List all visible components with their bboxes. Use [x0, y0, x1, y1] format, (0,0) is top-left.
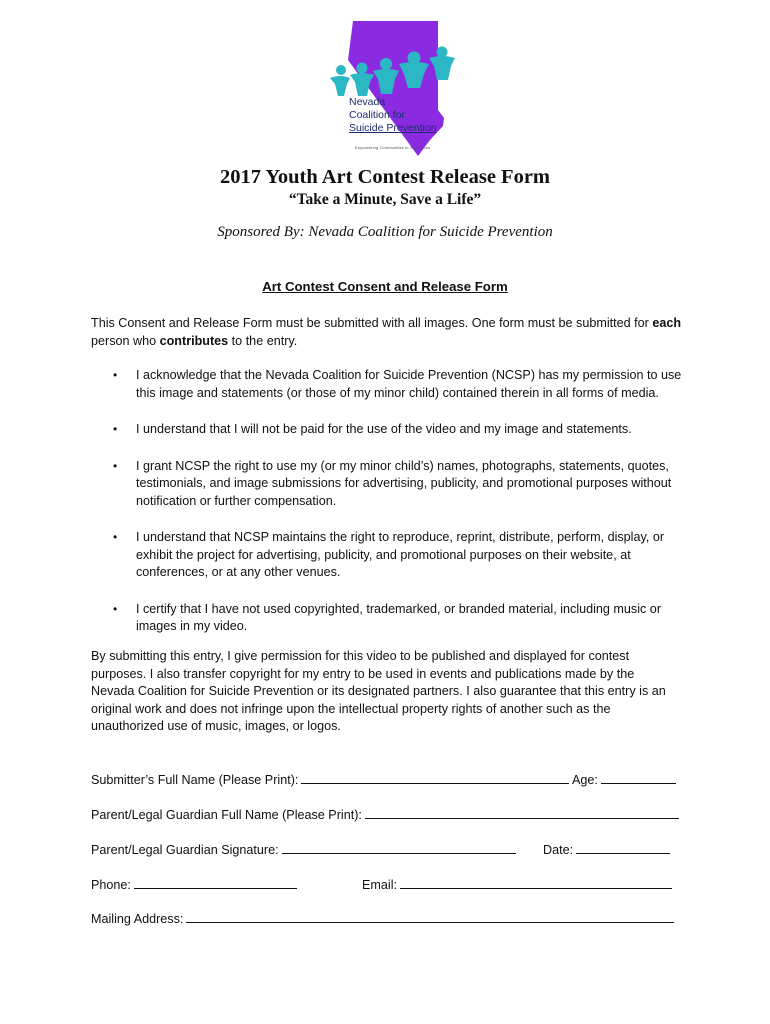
sponsor-line: Sponsored By: Nevada Coalition for Suicide Prevention [217, 224, 553, 240]
age-field[interactable] [572, 770, 676, 787]
contact-row [91, 875, 681, 893]
guardian-name-input[interactable] [365, 805, 679, 819]
phone-input[interactable] [134, 875, 297, 889]
bullet-icon: • [113, 530, 118, 544]
intro-emphasis: contributes [159, 333, 229, 348]
list-item-text: I certify that I have not used copyrighted, trademarked, or branded material, including music or images in my video. [136, 601, 662, 633]
guardian-signature-input[interactable] [282, 840, 516, 854]
intro-text: to the entry. [228, 333, 298, 348]
guardian-name-field[interactable] [91, 805, 679, 822]
intro-text: person who [91, 333, 160, 348]
email-input[interactable] [400, 875, 672, 889]
list-item-text: I grant NCSP the right to use my (or my minor child’s) names, photographs, statements, quotes, testimonials, and image submissions for advertising, publicity, and promotional purposes without notification or further compensation. [136, 458, 672, 508]
mailing-address-input[interactable] [186, 909, 674, 923]
closing-paragraph: By submitting this entry, I give permission for this video to be published and displayed for contest purposes. I also transfer copyright for my entry to be used in events and publications made by the Nevada Coalition for Suicide Prevention or its designated partners. I also guarantee that this entry is an original work and does not infringe upon the intellectual property rights of another such as the unauthorized use of music, images, or logos. [91, 649, 666, 733]
field-label: Age: [572, 773, 598, 787]
list-item-text: I understand that I will not be paid for the use of the video and my image and statements. [136, 422, 632, 436]
field-label: Email: [362, 878, 397, 892]
section-title: Art Contest Consent and Release Form [262, 279, 508, 294]
logo-tagline: Empowering Communities to Save Lives [355, 145, 431, 150]
page-title: 2017 Youth Art Contest Release Form [219, 166, 551, 188]
phone-field[interactable] [91, 875, 297, 892]
logo-line: Suicide Prevention [349, 122, 437, 134]
date-field[interactable] [543, 840, 670, 857]
logo-line: Coalition for [349, 109, 406, 121]
intro-paragraph [91, 315, 691, 350]
mailing-address-field[interactable] [91, 909, 674, 926]
date-input[interactable] [576, 840, 670, 854]
bullet-icon: • [113, 601, 118, 616]
consent-list [91, 367, 691, 655]
guardian-name-row [91, 805, 681, 823]
field-label: Parent/Legal Guardian Signature: [91, 843, 279, 857]
page-subtitle: “Take a Minute, Save a Life” [288, 191, 482, 208]
guardian-signature-field[interactable] [91, 840, 516, 857]
field-label: Mailing Address: [91, 912, 184, 926]
list-item [91, 421, 691, 439]
field-label: Date: [543, 843, 574, 857]
list-item-text: I understand that NCSP maintains the right to reproduce, reprint, distribute, perform, display, or exhibit the project for advertising, publicity, and promotional purposes on their website, at conferences, or at any other venues. [136, 530, 665, 579]
list-item [91, 601, 691, 636]
signature-row [91, 840, 681, 858]
ncsp-logo [320, 18, 470, 158]
list-item-text: I acknowledge that the Nevada Coalition for Suicide Prevention (NCSP) has my permission to use this image and statements (or those of my minor child) contained therein in all forms of media. [136, 368, 682, 400]
submitter-name-input[interactable] [301, 770, 569, 784]
list-item [91, 367, 691, 402]
address-row [91, 909, 681, 927]
logo-line: Nevada [349, 96, 386, 108]
bullet-icon: • [113, 458, 118, 473]
logo-org-name [349, 96, 437, 135]
intro-emphasis: each [652, 316, 682, 330]
submitter-name-field[interactable] [91, 770, 569, 787]
bullet-icon: • [113, 422, 118, 436]
list-item [91, 458, 691, 511]
field-label: Phone: [91, 878, 131, 892]
field-label: Submitter’s Full Name (Please Print): [91, 773, 299, 787]
submitter-row [91, 770, 681, 788]
list-item [91, 529, 691, 582]
field-label: Parent/Legal Guardian Full Name (Please Print): [91, 808, 362, 822]
age-input[interactable] [601, 770, 676, 784]
intro-text: This Consent and Release Form must be submitted with all images. One form must be submitted for [91, 316, 653, 330]
email-field[interactable] [362, 875, 672, 892]
bullet-icon: • [113, 368, 118, 382]
